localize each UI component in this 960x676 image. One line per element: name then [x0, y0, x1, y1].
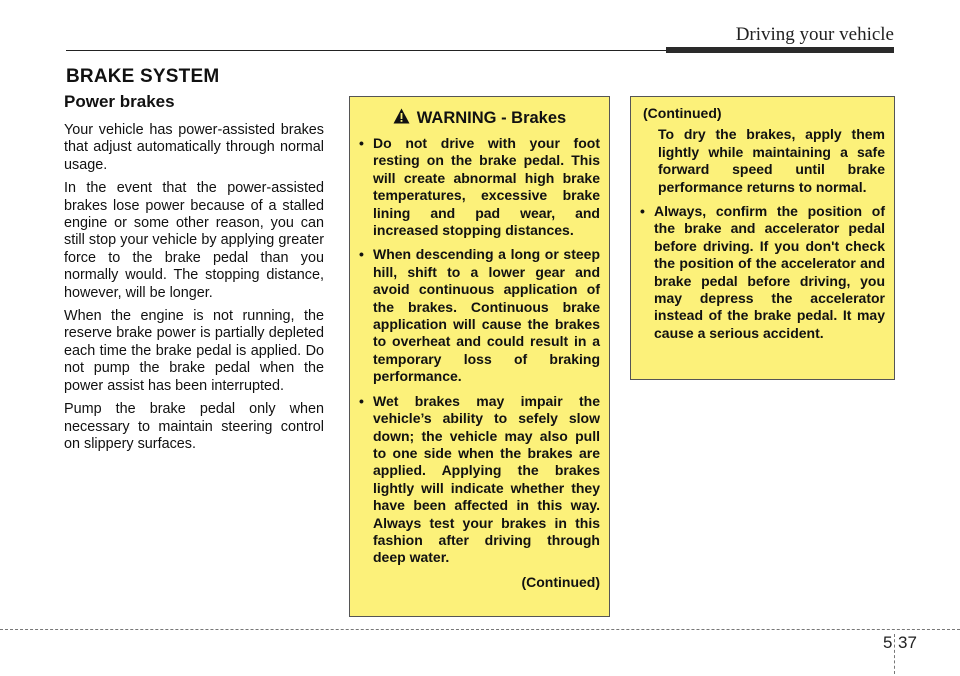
section-title: BRAKE SYSTEM [66, 66, 220, 87]
bullet-icon: • [640, 203, 645, 220]
paragraph: In the event that the power-assisted brakes lose power because of a stalled engine or some other reason, you can still stop your vehicle by applying greater force to the brake pedal than you normally would. The stopping distance, however, will be longer. [64, 180, 324, 301]
warning-item-text: Always, confirm the position of the brake and accelerator pedal before driving. If you don't check the position of the accelerator and brake pedal before driving, you may depress the accelerator instead of the brake pedal. It may cause a serious accident. [654, 203, 885, 341]
footer-divider [894, 634, 895, 674]
bullet-icon: • [359, 135, 364, 151]
warning-item-text: When descending a long or steep hill, shift to a lower gear and avoid continuous application of the brakes. Continuous brake application will cause the brakes to overheat and could result in a temporary loss of braking performance. [373, 246, 600, 385]
paragraph: Your vehicle has power-assisted brakes that adjust automatically through normal usage. [64, 122, 324, 173]
main-column [64, 92, 324, 459]
subheading: Power brakes [64, 92, 175, 111]
header-rule-accent [666, 47, 894, 53]
bullet-icon: • [359, 246, 364, 263]
continued-lead-text: To dry the brakes, apply them lightly while maintaining a safe forward speed until brake performance returns to normal. [658, 126, 885, 195]
page-number: 37 [898, 633, 917, 652]
header-title: Driving your vehicle [735, 24, 894, 45]
warning-item [640, 203, 885, 342]
paragraph: Pump the brake pedal only when necessary to maintain steering control on slippery surfaces. [64, 401, 324, 452]
bullet-icon: • [359, 392, 364, 409]
warning-box-continued [630, 96, 895, 380]
warning-list [359, 135, 600, 567]
warning-title: WARNING - Brakes [416, 109, 567, 127]
paragraph: When the engine is not running, the reserve brake power is partially depleted each time the brake pedal is applied. Do not pump the brake pedal when the power assist has been interrupted. [64, 308, 324, 394]
warning-item-text: Do not drive with your foot resting on the brake pedal. This will create abnormal high brake temperatures, excessive brake lining and pad wear, and increased stopping distances. [373, 135, 600, 239]
warning-list [640, 203, 885, 342]
continued-label: (Continued) [643, 105, 722, 121]
warning-header [359, 108, 600, 129]
warning-item-text: Wet brakes may impair the vehicle’s ability to sefely slow down; the vehicle may also pull to one side when the brakes are applied. Applying the brakes lightly will indicate whether they have been affected in this way. Always test your brakes in this fashion after driving through deep water. [373, 392, 600, 566]
header-rule [66, 50, 666, 51]
warning-box [349, 96, 610, 617]
continued-label: (Continued) [521, 573, 600, 590]
warning-item [359, 393, 600, 567]
warning-triangle-icon [393, 108, 417, 129]
warning-item [359, 135, 600, 239]
warning-item [359, 246, 600, 385]
footer-rule [0, 629, 960, 630]
chapter-number: 5 [883, 633, 893, 652]
